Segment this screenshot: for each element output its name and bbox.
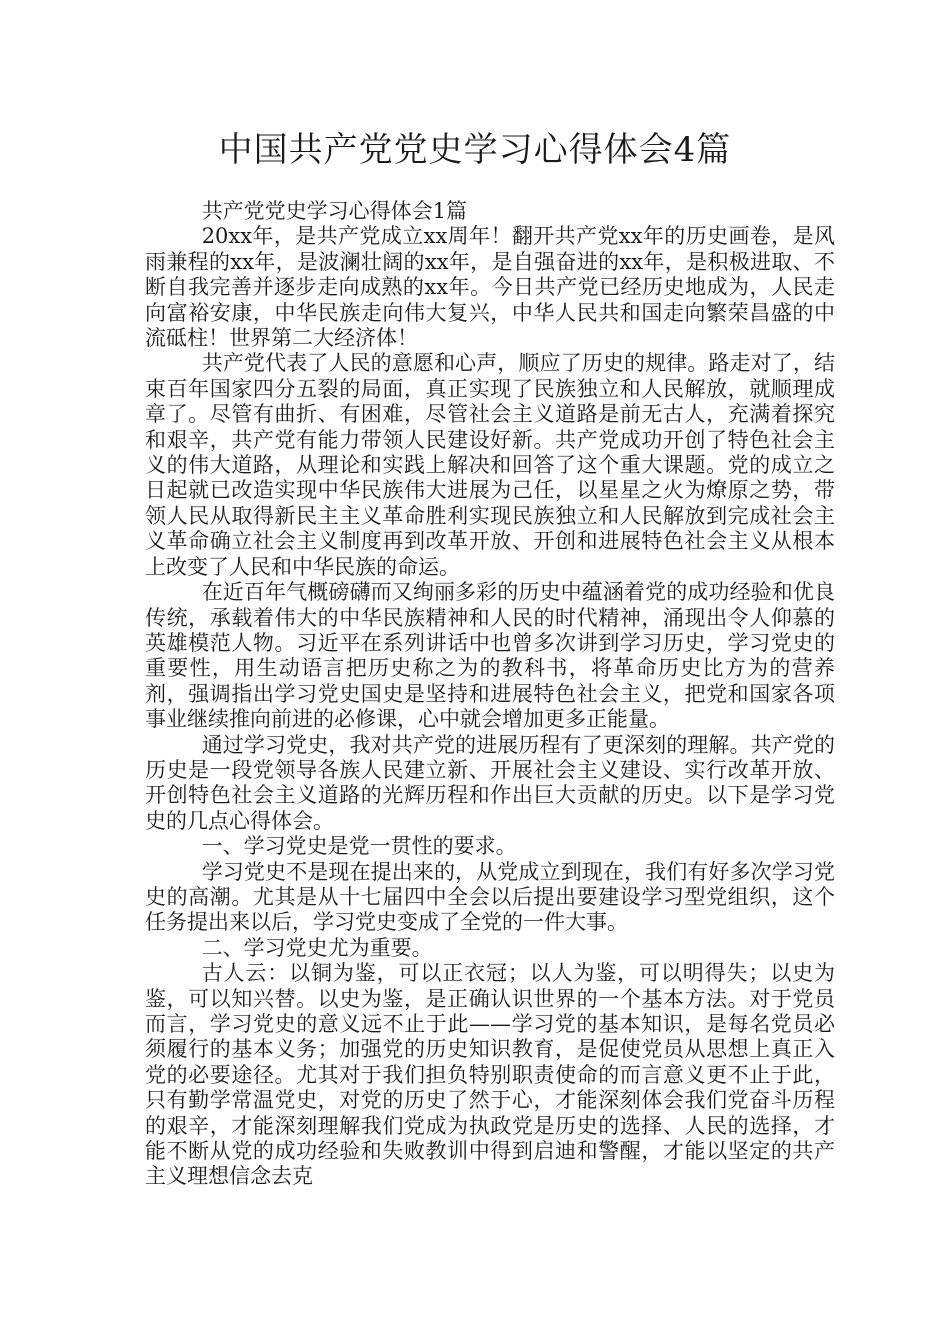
body-paragraph: 学习党史不是现在提出来的，从党成立到现在，我们有好多次学习党史的高潮。尤其是从十七届四中全会以后提出要建设学习型党组织，这个任务提出来以后，学习党史变成了全党的一件大事。 <box>145 859 835 935</box>
body-paragraph: 20xx年，是共产党成立xx周年！翻开共产党xx年的历史画卷，是风雨兼程的xx年，是波澜壮阔的xx年，是自强奋进的xx年，是积极进取、不断自我完善并逐步走向成熟的xx年。今日共产党已经历史地成为，人民走向富裕安康，中华民族走向伟大复兴，中华人民共和国走向繁荣昌盛的中流砥柱！世界第二大经济体！ <box>145 224 835 351</box>
body-paragraph: 古人云：以铜为鉴，可以正衣冠；以人为鉴，可以明得失；以史为鉴，可以知兴替。以史为鉴，是正确认识世界的一个基本方法。对于党员而言，学习党史的意义远不止于此——学习党的基本知识，是每名党员必须履行的基本义务；加强党的历史知识教育，是促使党员从思想上真正入党的必要途径。尤其对于我们担负特别职责使命的而言意义更不止于此，只有勤学常温党史，对党的历史了然于心，才能深刻体会我们党奋斗历程的艰辛，才能深刻理解我们党成为执政党是历史的选择、人民的选择，才能不断从党的成功经验和失败教训中得到启迪和警醒，才能以坚定的共产主义理想信念去克 <box>145 961 835 1189</box>
section-heading: 共产党党史学习心得体会1篇 <box>201 199 468 223</box>
body-paragraph: 共产党代表了人民的意愿和心声，顺应了历史的规律。路走对了，结束百年国家四分五裂的局面，真正实现了民族独立和人民解放，就顺理成章了。尽管有曲折、有困难，尽管社会主义道路是前无古人，充满着探究和艰辛，共产党有能力带领人民建设好新。共产党成功开创了特色社会主义的伟大道路，从理论和实践上解决和回答了这个重大课题。党的成立之日起就已改造实现中华民族伟大进展为己任，以星星之火为燎原之势，带领人民从取得新民主主义革命胜利实现民族独立和人民解放到完成社会主义革命确立社会主义制度再到改革开放、开创和进展特色社会主义从根本上改变了人民和中华民族的命运。 <box>145 351 835 579</box>
subheading-1: 一、学习党史是党一贯性的要求。 <box>201 834 517 859</box>
document-body <box>145 199 835 1190</box>
subheading-2: 二、学习党史尤为重要。 <box>201 935 433 960</box>
body-paragraph: 在近百年气概磅礴而又绚丽多彩的历史中蕴涵着党的成功经验和优良传统，承载着伟大的中华民族精神和人民的时代精神，涌现出令人仰慕的英雄模范人物。习近平在系列讲话中也曾多次讲到学习历史，学习党史的重要性，用生动语言把历史称之为的教科书，将革命历史比方为的营养剂，强调指出学习党史国史是坚持和进展特色社会主义，把党和国家各项事业继续推向前进的必修课，心中就会增加更多正能量。 <box>145 580 835 732</box>
body-paragraph: 通过学习党史，我对共产党的进展历程有了更深刻的理解。共产党的历史是一段党领导各族人民建立新、开展社会主义建设、实行改革开放、开创特色社会主义道路的光辉历程和作出巨大贡献的历史。以下是学习党史的几点心得体会。 <box>145 732 835 833</box>
document-title: 中国共产党党史学习心得体会4篇 <box>218 130 732 170</box>
